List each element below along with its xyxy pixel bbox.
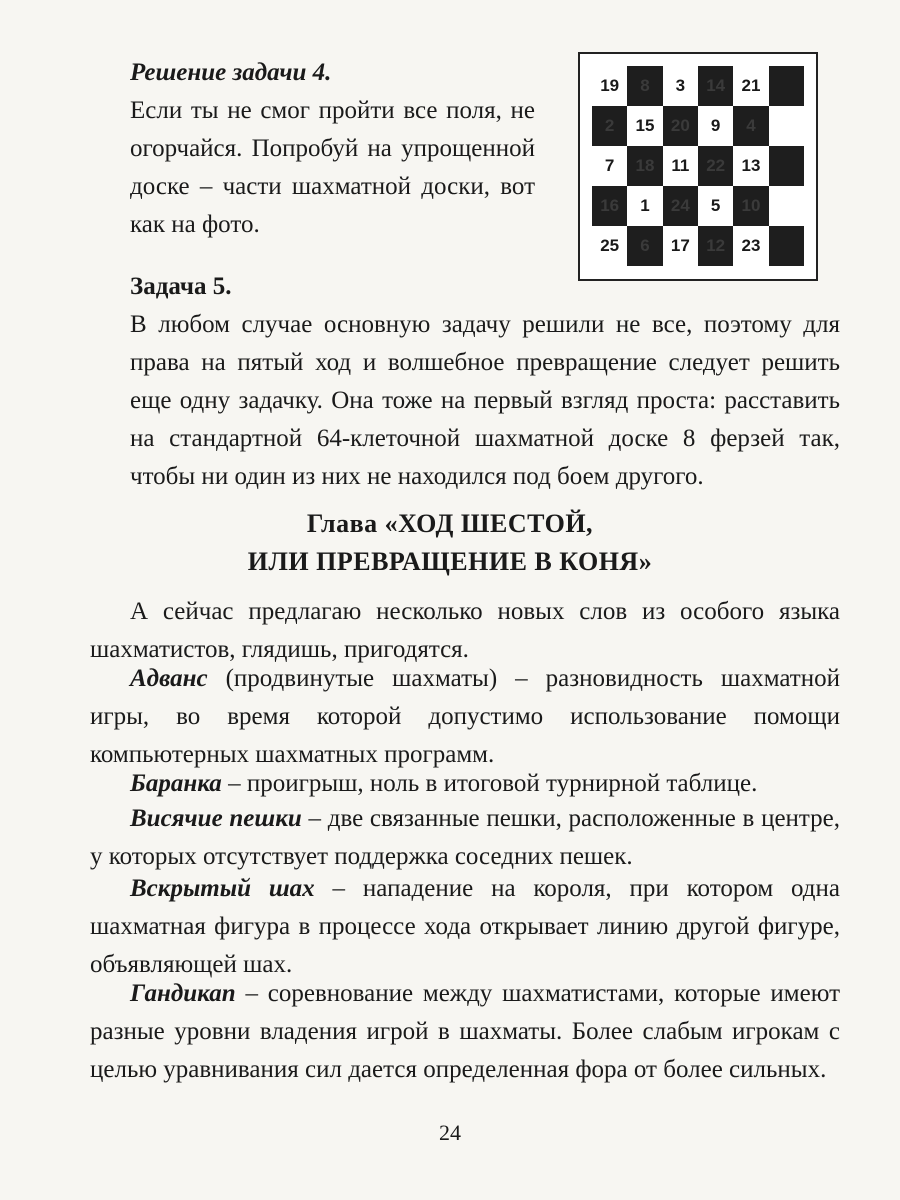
- glossary-entry: [90, 975, 840, 1089]
- board-cell: 25: [592, 226, 627, 266]
- glossary-definition: – нападение на короля, при котором одна шахматная фигура в процессе хода открывает линию другой фигуре, объявляющей шах.: [90, 875, 841, 978]
- board-cell: 12: [698, 226, 733, 266]
- glossary-term: Адванс: [130, 665, 208, 692]
- board-cell: 2: [592, 106, 627, 146]
- board-cell: 17: [663, 226, 698, 266]
- chapter-title-line1: Глава «ХОД ШЕСТОЙ,: [306, 509, 594, 538]
- chessboard-grid: [592, 66, 804, 266]
- glossary-entry: [90, 660, 840, 774]
- board-cell: 15: [627, 106, 662, 146]
- glossary-term: Гандикап: [130, 980, 236, 1007]
- solution4-heading: Решение задачи 4.: [130, 59, 332, 86]
- glossary-entry: [90, 800, 840, 876]
- glossary-definition: – соревнование между шахматистами, которые имеют разные уровни владения игрой в шахматы. Более слабым игрокам с целью уравнивания сил дается определенная фора от более сильных.: [90, 980, 840, 1083]
- glossary-definition: – проигрыш, ноль в итоговой турнирной таблице.: [221, 770, 758, 797]
- board-cell: 20: [663, 106, 698, 146]
- glossary-term: Баранка: [130, 770, 222, 797]
- chapter-title: [100, 505, 800, 581]
- glossary-entry: [90, 765, 840, 803]
- glossary-term: Вскрытый шах: [130, 875, 315, 902]
- glossary-definition: (продвинутые шахматы) – разновидность шахматной игры, во время которой допустимо использование помощи компьютерных шахматных программ.: [90, 665, 840, 768]
- intro-paragraph: А сейчас предлагаю несколько новых слов из особого языка шахматистов, глядишь, пригодятся.: [90, 598, 840, 663]
- board-cell: 22: [698, 146, 733, 186]
- chapter-title-line2: ИЛИ ПРЕВРАЩЕНИЕ В КОНЯ»: [247, 547, 653, 576]
- page-number: 24: [439, 1120, 461, 1145]
- board-cell: [769, 186, 804, 226]
- board-cell: 4: [733, 106, 768, 146]
- board-cell: 3: [663, 66, 698, 106]
- board-cell: 21: [733, 66, 768, 106]
- board-cell: 24: [663, 186, 698, 226]
- board-cell: [769, 66, 804, 106]
- board-cell: 19: [592, 66, 627, 106]
- board-cell: 16: [592, 186, 627, 226]
- task5-text: В любом случае основную задачу решили не все, поэтому для права на пятый ход и волшебное превращение следует решить еще одну задачку. Она тоже на первый взгляд проста: расставить на стандартной 64-клеточной шахматной доске 8 ферзей так, чтобы ни один из них не находился под боем другого.: [130, 311, 840, 490]
- glossary-entry: [90, 870, 840, 984]
- glossary-definition: – две связанные пешки, расположенные в центре, у которых отсутствует поддержка соседних пешек.: [90, 805, 841, 870]
- board-cell: 6: [627, 226, 662, 266]
- knight-tour-board-figure: [578, 52, 818, 281]
- board-cell: [769, 226, 804, 266]
- board-cell: 13: [733, 146, 768, 186]
- board-cell: [769, 146, 804, 186]
- board-cell: 9: [698, 106, 733, 146]
- glossary-term: Висячие пешки: [130, 805, 302, 832]
- board-cell: [769, 106, 804, 146]
- board-cell: 5: [698, 186, 733, 226]
- task5-heading: Задача 5.: [130, 273, 232, 300]
- board-cell: 7: [592, 146, 627, 186]
- board-cell: 10: [733, 186, 768, 226]
- solution4-text: Если ты не смог пройти все поля, не огорчайся. Попробуй на упрощенной доске – части шахматной доски, вот как на фото.: [130, 97, 535, 238]
- board-cell: 23: [733, 226, 768, 266]
- board-cell: 1: [627, 186, 662, 226]
- board-cell: 14: [698, 66, 733, 106]
- board-cell: 11: [663, 146, 698, 186]
- board-cell: 8: [627, 66, 662, 106]
- board-cell: 18: [627, 146, 662, 186]
